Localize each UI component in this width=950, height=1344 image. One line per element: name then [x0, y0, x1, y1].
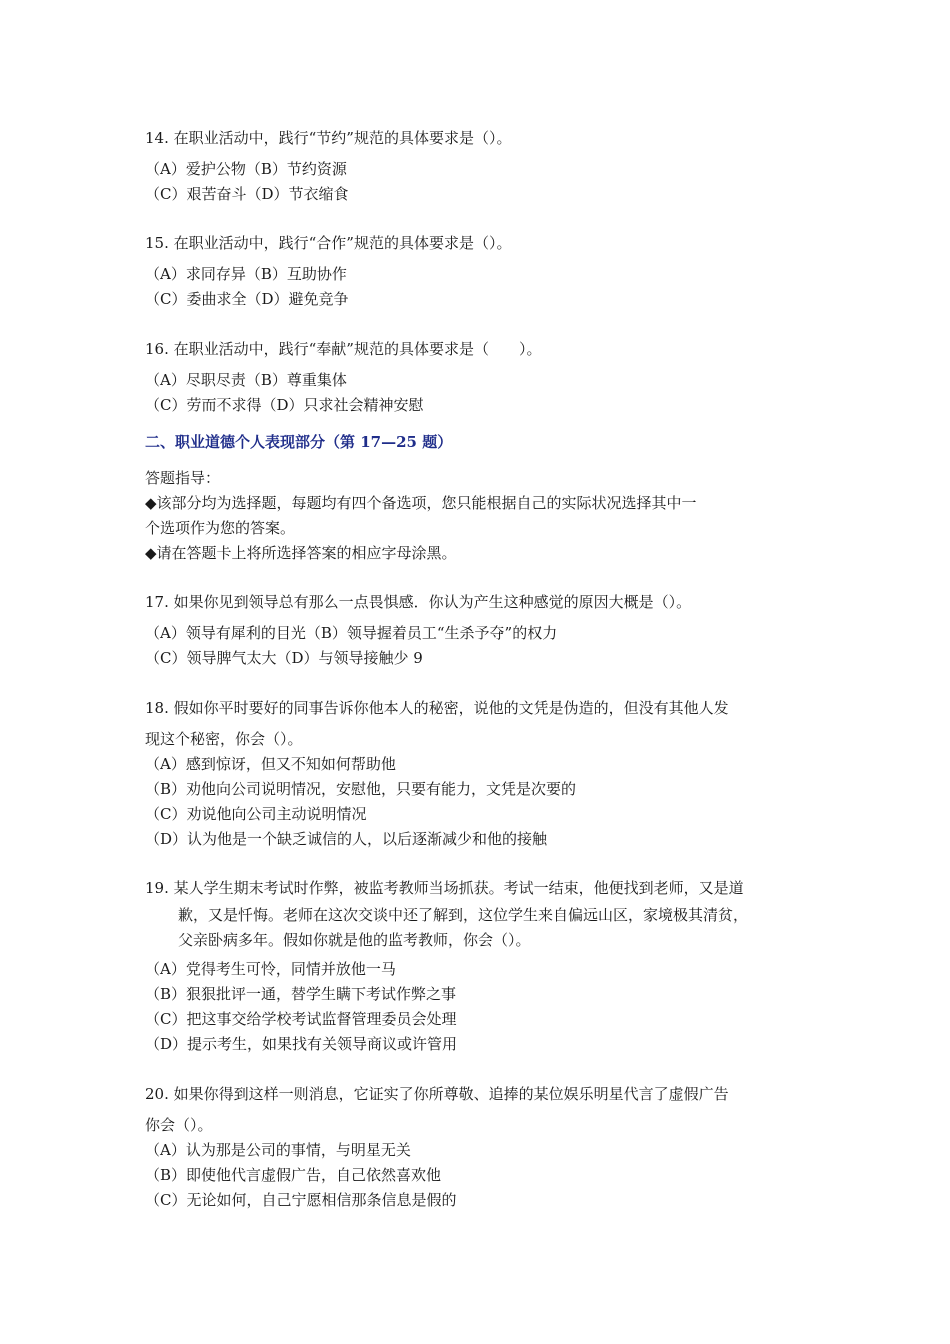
- question-18-option-b: （B）劝他向公司说明情况，安慰他，只要有能力，文凭是次要的: [145, 780, 577, 798]
- answer-guide-item-1-cont: 个选项作为您的答案。: [145, 519, 296, 537]
- question-16-stem: 16. 在职业活动中，践行“奉献”规范的具体要求是（ ）。: [145, 340, 542, 358]
- question-17-stem: 17. 如果你见到领导总有那么一点畏惧感．你认为产生这种感觉的原因大概是（）。: [145, 593, 692, 611]
- answer-guide-item-2: ◆请在答题卡上将所选择答案的相应字母涂黑。: [145, 544, 457, 562]
- question-14-stem: 14. 在职业活动中，践行“节约”规范的具体要求是（）。: [145, 129, 512, 147]
- question-20-stem-line-2: 你会（）。: [145, 1116, 213, 1134]
- question-17-options-ab: （A）领导有犀利的目光（B）领导握着员工“生杀予夺”的权力: [145, 624, 558, 642]
- question-18-option-a: （A）感到惊讶，但又不知如何帮助他: [145, 755, 396, 773]
- question-18-stem-line-1: 18. 假如你平时要好的同事告诉你他本人的秘密，说他的文凭是伪造的，但没有其他人发: [145, 699, 729, 717]
- answer-guide-item-1: ◆该部分均为选择题，每题均有四个备选项，您只能根据自己的实际状况选择其中一: [145, 494, 697, 512]
- question-20-option-a: （A）认为那是公司的事情，与明星无关: [145, 1141, 411, 1159]
- question-14-options-cd: （C）艰苦奋斗（D）节衣缩食: [145, 185, 349, 203]
- question-19-stem-line-3: 父亲卧病多年。假如你就是他的监考教师，你会（）。: [178, 931, 531, 949]
- question-19-option-a: （A）党得考生可怜，同情并放他一马: [145, 960, 396, 978]
- question-15-stem: 15. 在职业活动中，践行“合作”规范的具体要求是（）。: [145, 234, 512, 252]
- question-19-option-c: （C）把这事交给学校考试监督管理委员会处理: [145, 1010, 457, 1028]
- question-20-option-c: （C）无论如何，自己宁愿相信那条信息是假的: [145, 1191, 457, 1209]
- question-20-option-b: （B）即使他代言虚假广告，自己依然喜欢他: [145, 1166, 442, 1184]
- question-17-options-cd: （C）领导脾气太大（D）与领导接触少 9: [145, 649, 423, 667]
- question-16-options-ab: （A）尽职尽责（B）尊重集体: [145, 371, 347, 389]
- question-18-option-c: （C）劝说他向公司主动说明情况: [145, 805, 367, 823]
- question-19-option-b: （B）狠狠批评一通，替学生瞒下考试作弊之事: [145, 985, 457, 1003]
- answer-guide-title: 答题指导：: [145, 469, 221, 487]
- question-15-options-cd: （C）委曲求全（D）避免竞争: [145, 290, 349, 308]
- question-18-stem-line-2: 现这个秘密，你会（）。: [145, 730, 303, 748]
- section-2-heading: 二、职业道德个人表现部分（第 17—25 题）: [145, 433, 453, 451]
- question-16-options-cd: （C）劳而不求得（D）只求社会精神安慰: [145, 396, 424, 414]
- question-19-stem-line-1: 19. 某人学生期末考试时作弊，被监考教师当场抓获。考试一结束，他便找到老师，又是道: [145, 879, 744, 897]
- question-18-option-d: （D）认为他是一个缺乏诚信的人，以后逐渐减少和他的接触: [145, 830, 548, 848]
- question-15-options-ab: （A）求同存异（B）互助协作: [145, 265, 347, 283]
- question-20-stem-line-1: 20. 如果你得到这样一则消息，它证实了你所尊敬、追捧的某位娱乐明星代言了虚假广告: [145, 1085, 729, 1103]
- question-19-stem-line-2: 歉，又是忏悔。老师在这次交谈中还了解到，这位学生来自偏远山区，家境极其清贫，: [178, 906, 749, 924]
- question-19-option-d: （D）提示考生，如果找有关领导商议或许管用: [145, 1035, 458, 1053]
- question-14-options-ab: （A）爱护公物（B）节约资源: [145, 160, 347, 178]
